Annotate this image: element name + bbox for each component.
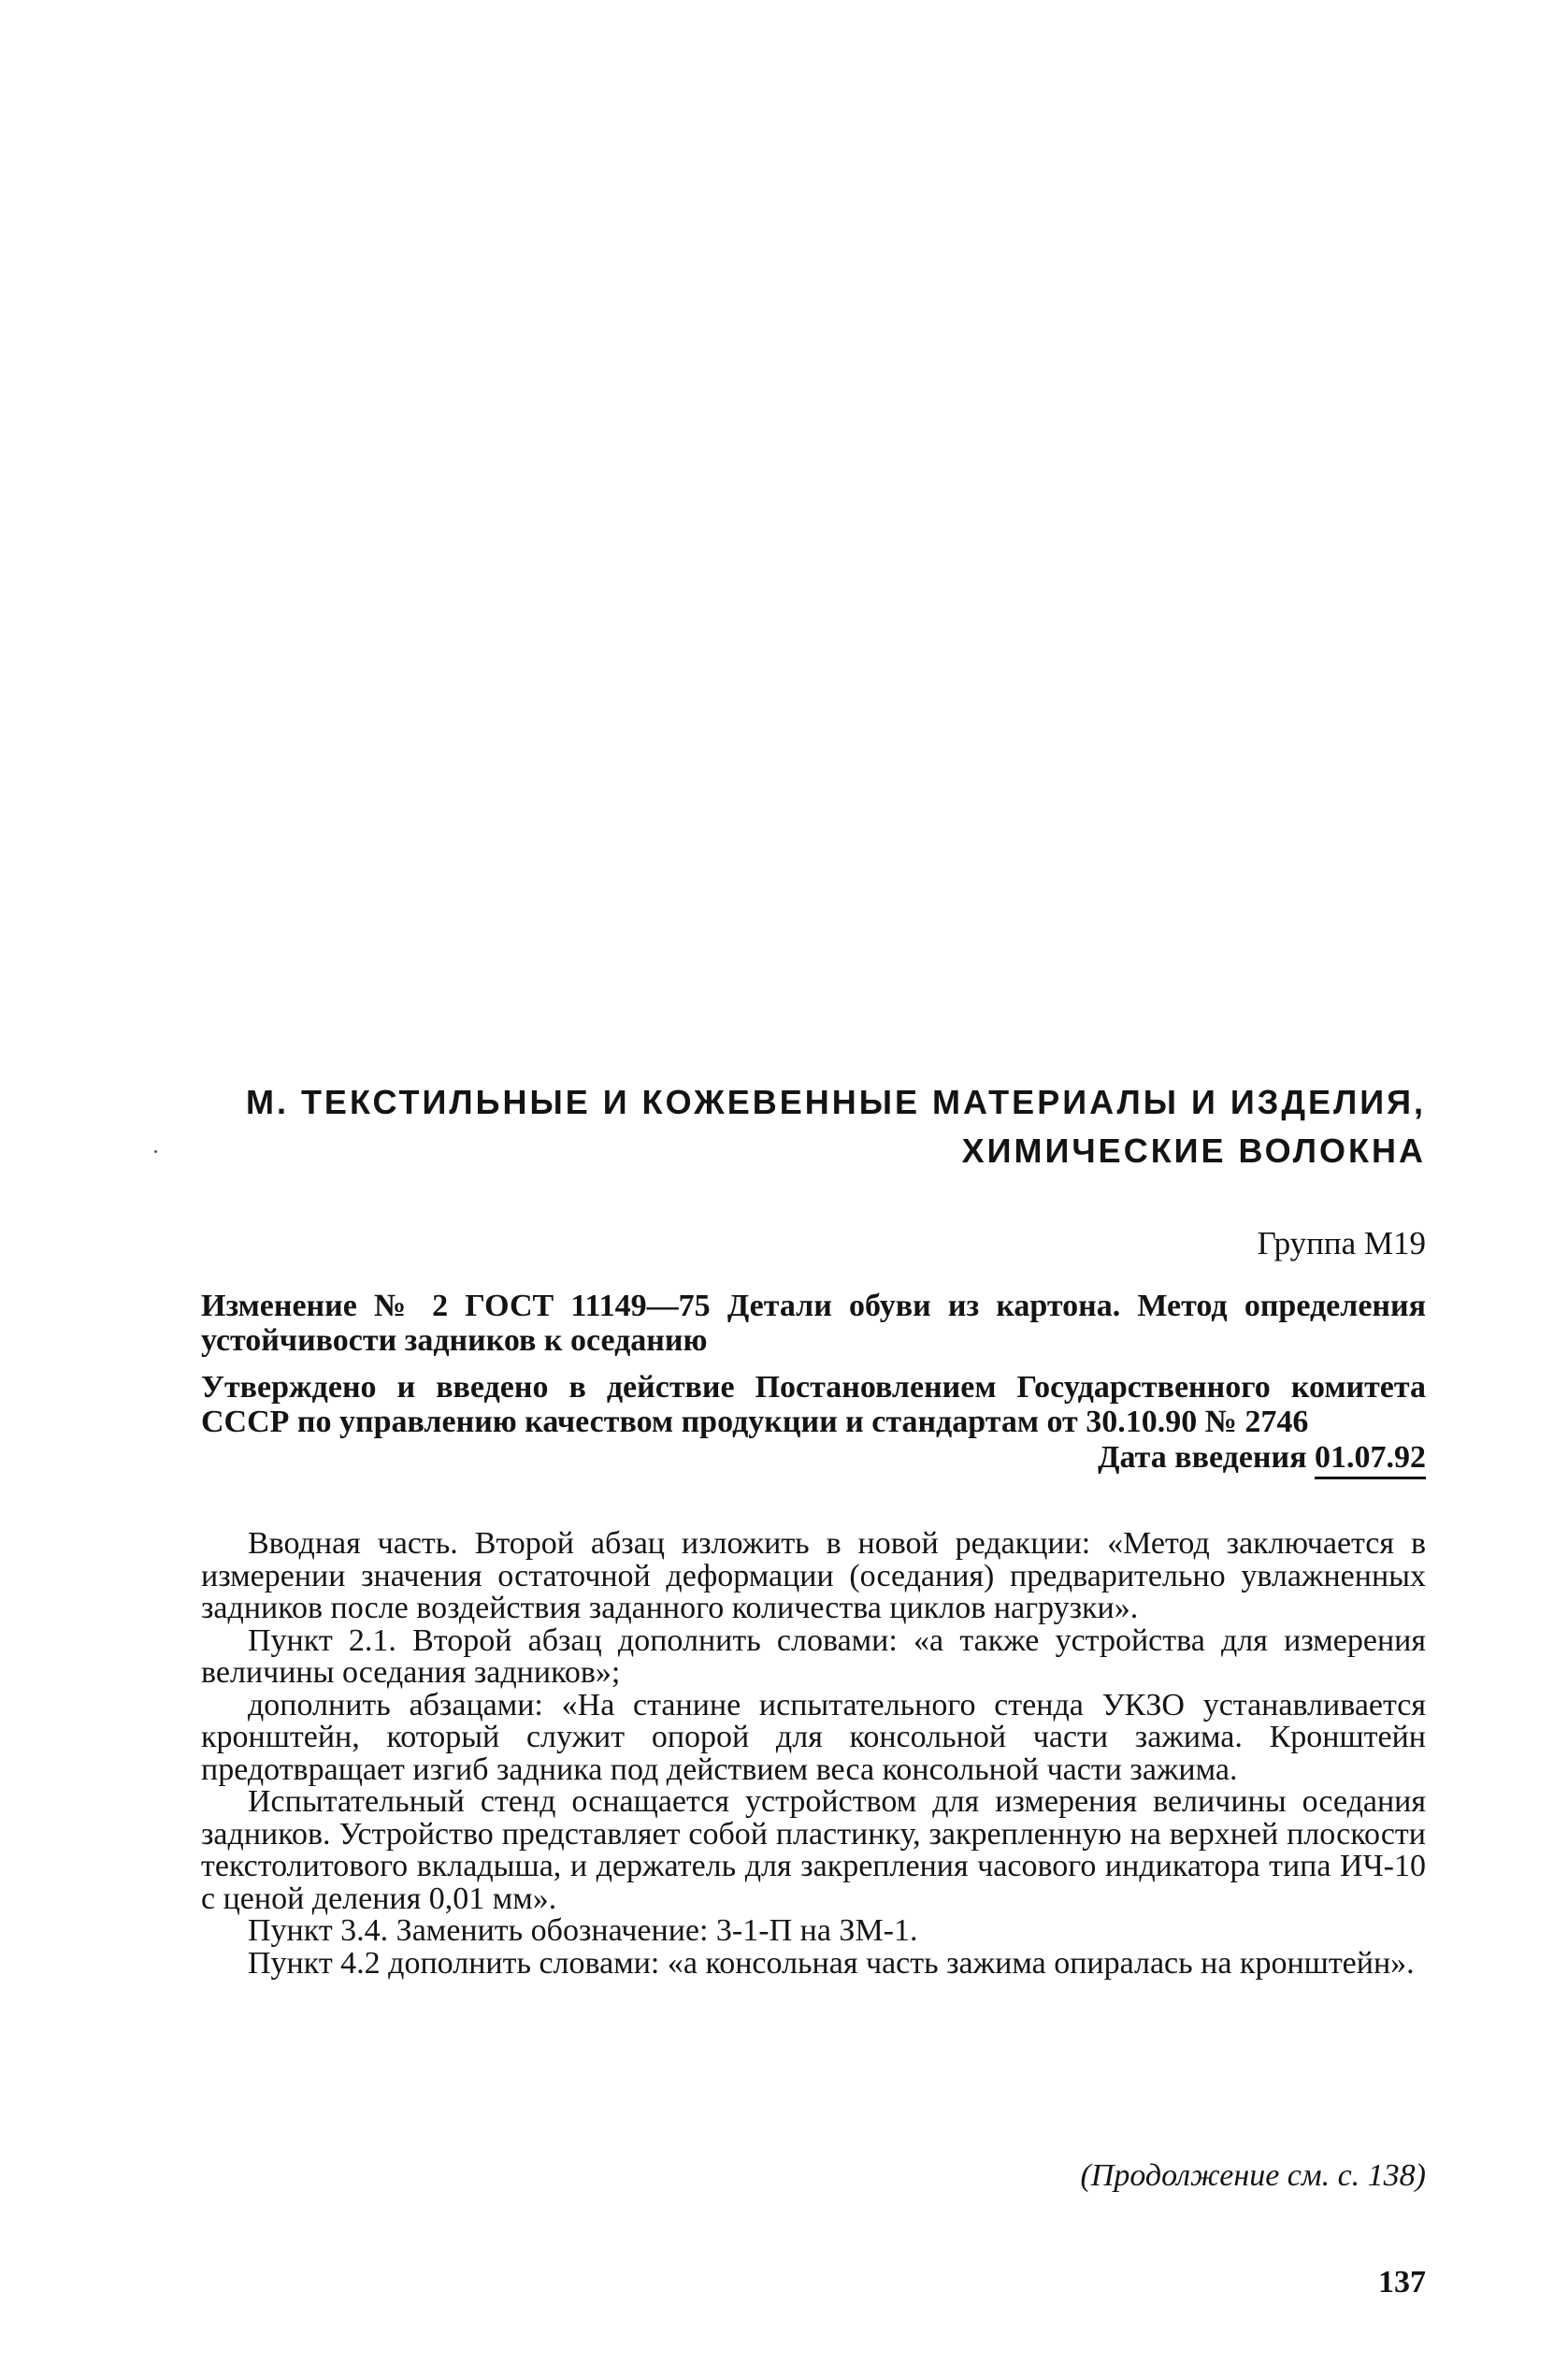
change-title: Изменение № 2 ГОСТ 11149—75 Детали обуви из картона. Метод определения устойчивости задников к оседанию (201, 1289, 1426, 1358)
intro-date-label: Дата введения (1098, 1440, 1307, 1475)
paragraph: дополнить абзацами: «На станине испытательного стенда УКЗО устанавливается кронштейн, который служит опорой для консольной части зажима. Кронштейн предотвращает изгиб задника под действием веса консольной части зажима. (201, 1687, 1426, 1787)
paragraph: Пункт 4.2 дополнить словами: «а консольная часть зажима опиралась на кронштейн». (248, 1945, 1415, 1981)
intro-date-value: 01.07.92 (1315, 1440, 1426, 1479)
paragraph: Пункт 3.4. Заменить обозначение: 3-1-П на ЗМ-1. (248, 1913, 918, 1948)
continued-note: (Продолжение см. с. 138) (1080, 2158, 1426, 2193)
scan-speck (154, 1150, 157, 1153)
body-text (201, 1528, 1426, 1980)
page-number: 137 (1378, 2265, 1426, 2299)
section-title-line1: М. ТЕКСТИЛЬНЫЕ И КОЖЕВЕННЫЕ МАТЕРИАЛЫ И ИЗДЕЛИЯ, (245, 1083, 1426, 1121)
group-code: Группа М19 (1257, 1225, 1426, 1261)
paragraph: Вводная часть. Второй абзац изложить в новой редакции: «Метод заключается в измерении значения остаточной деформации (оседания) предварительно увлажненных задников после воздействия заданного количества циклов нагрузки». (201, 1526, 1426, 1625)
section-title-line2: ХИМИЧЕСКИЕ ВОЛОКНА (961, 1132, 1426, 1170)
approval-statement: Утверждено и введено в действие Постановлением Государственного комитета СССР по управлению качеством продукции и стандартам от 30.10.90 № 2746 (201, 1370, 1426, 1439)
paragraph: Пункт 2.1. Второй абзац дополнить словами: «а также устройства для измерения величины оседания задников»; (201, 1622, 1426, 1690)
intro-date (1098, 1440, 1426, 1476)
paragraph: Испытательный стенд оснащается устройством для измерения величины оседания задников. Устройство представляет собой пластинку, закрепленную на верхней плоскости текстолитового вкладыша, и держатель для закрепления часового индикатора типа ИЧ-10 с ценой деления 0,01 мм». (201, 1784, 1426, 1916)
